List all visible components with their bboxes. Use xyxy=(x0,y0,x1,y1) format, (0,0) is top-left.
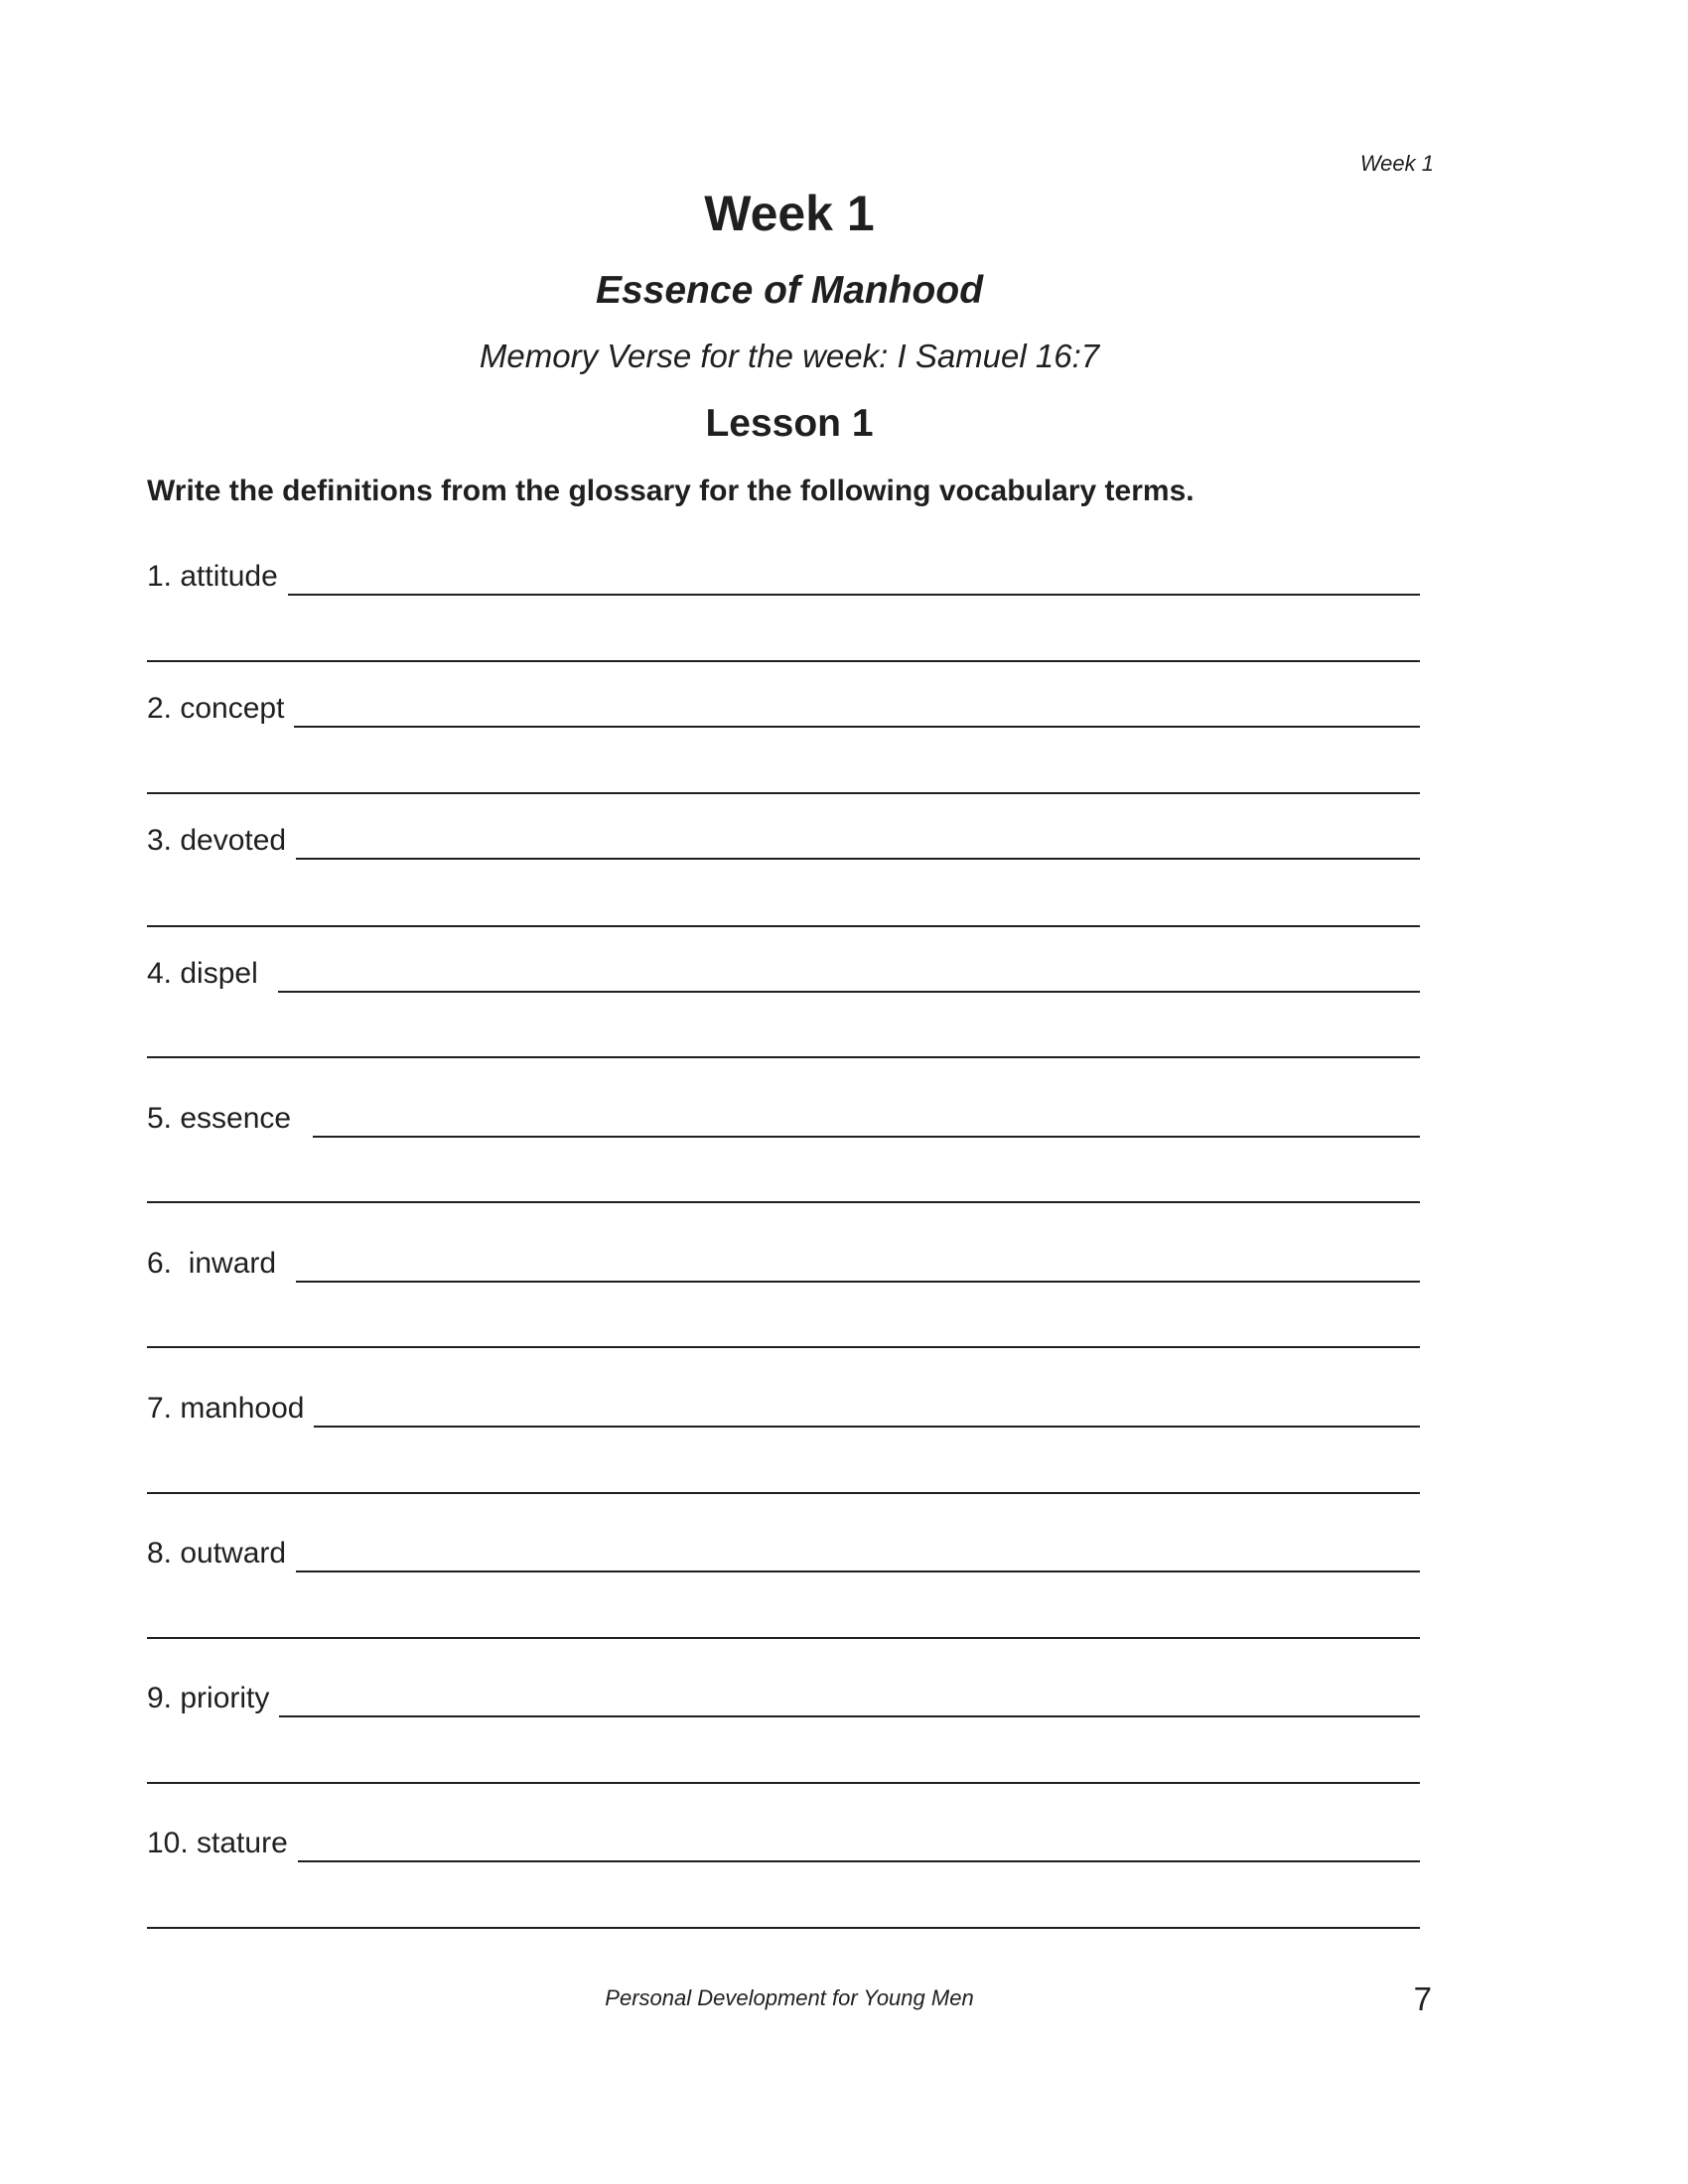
answer-line-continuation[interactable] xyxy=(147,792,1420,794)
term-label: 5. essence xyxy=(147,1102,292,1135)
page-subtitle: Essence of Manhood xyxy=(595,269,984,312)
answer-line[interactable] xyxy=(296,1281,1420,1283)
term-label: 10. stature xyxy=(147,1827,288,1859)
answer-line[interactable] xyxy=(294,726,1420,728)
page-title: Week 1 xyxy=(704,186,875,241)
term-row-concept xyxy=(147,688,1420,728)
footer-book-title: Personal Development for Young Men xyxy=(605,1985,974,2010)
lesson-heading: Lesson 1 xyxy=(705,402,874,445)
term-label: 1. attitude xyxy=(147,560,278,593)
answer-line[interactable] xyxy=(296,1570,1420,1572)
term-label: 7. manhood xyxy=(147,1392,305,1425)
term-row-dispel xyxy=(147,953,1420,993)
term-row-priority xyxy=(147,1678,1420,1717)
term-row-outward xyxy=(147,1533,1420,1572)
page-number: 7 xyxy=(1413,1980,1432,2017)
answer-line[interactable] xyxy=(278,991,1420,993)
term-label: 6. inward xyxy=(147,1247,277,1280)
answer-line[interactable] xyxy=(298,1860,1420,1862)
answer-line-continuation[interactable] xyxy=(147,925,1420,927)
term-label: 4. dispel xyxy=(147,957,258,990)
term-label: 9. priority xyxy=(147,1682,270,1714)
answer-line-continuation[interactable] xyxy=(147,1927,1420,1929)
term-row-manhood xyxy=(147,1388,1420,1428)
term-row-essence xyxy=(147,1098,1420,1138)
term-row-attitude xyxy=(147,556,1420,596)
memory-verse: Memory Verse for the week: I Samuel 16:7 xyxy=(479,338,1100,374)
term-row-stature xyxy=(147,1823,1420,1862)
term-label: 8. outward xyxy=(147,1537,287,1570)
answer-line-continuation[interactable] xyxy=(147,1492,1420,1494)
term-label: 3. devoted xyxy=(147,824,287,857)
instructions: Write the definitions from the glossary for the following vocabulary terms. xyxy=(147,475,1195,507)
answer-line[interactable] xyxy=(313,1136,1420,1138)
answer-line-continuation[interactable] xyxy=(147,1056,1420,1058)
answer-line[interactable] xyxy=(296,858,1420,860)
term-row-devoted xyxy=(147,820,1420,860)
answer-line-continuation[interactable] xyxy=(147,1782,1420,1784)
answer-line-continuation[interactable] xyxy=(147,1201,1420,1203)
answer-line[interactable] xyxy=(288,594,1420,596)
term-label: 2. concept xyxy=(147,692,285,725)
answer-line[interactable] xyxy=(279,1715,1420,1717)
running-header: Week 1 xyxy=(1359,151,1434,176)
answer-line-continuation[interactable] xyxy=(147,1637,1420,1639)
answer-line-continuation[interactable] xyxy=(147,1346,1420,1348)
answer-line[interactable] xyxy=(314,1426,1420,1428)
answer-line-continuation[interactable] xyxy=(147,660,1420,662)
term-row-inward xyxy=(147,1243,1420,1283)
